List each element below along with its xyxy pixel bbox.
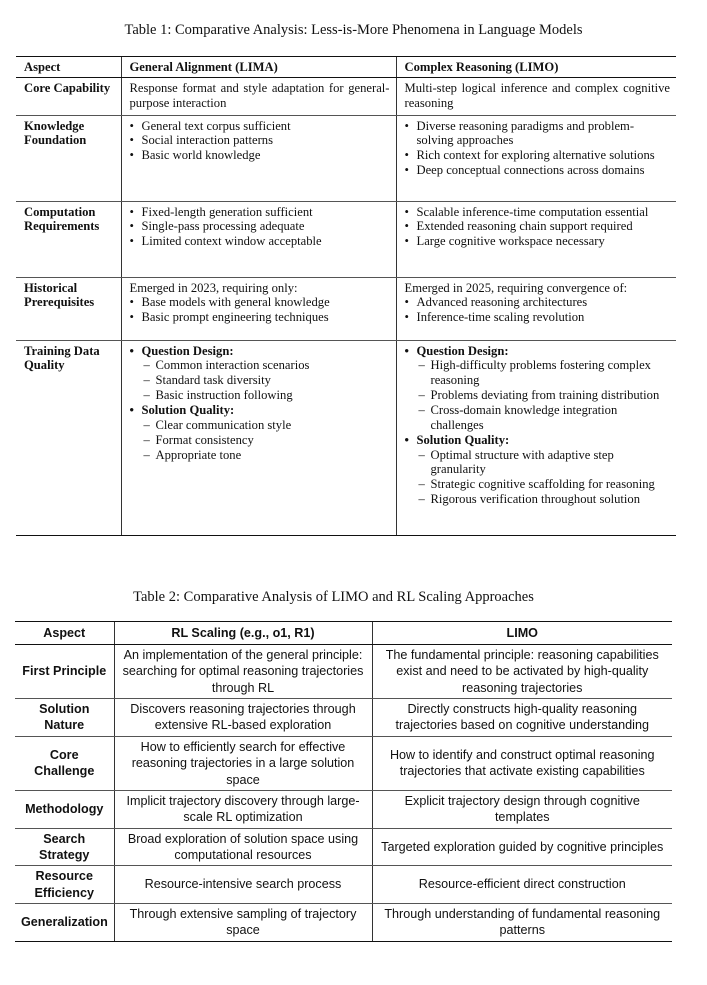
list-item: • Single-pass processing adequate: [130, 219, 390, 234]
table-row: [15, 699, 672, 737]
row-aspect-knowledge-foundation: Knowledge Foundation: [16, 115, 121, 201]
bullet-list: [130, 344, 390, 463]
cell-limo-knowledge-foundation: [396, 115, 676, 201]
cell-limo-historical: [396, 277, 676, 340]
cell-limo: Directly constructs high-quality reasoning trajectories based on cognitive understanding: [372, 699, 672, 737]
cell-limo-training-data: [396, 340, 676, 535]
cell-limo: Resource-efficient direct construction: [372, 866, 672, 904]
table2-header-rl: RL Scaling (e.g., o1, R1): [114, 622, 372, 645]
row-aspect-training-data: Training Data Quality: [16, 340, 121, 535]
list-item: • Extended reasoning chain support required: [405, 219, 671, 234]
list-item: • Limited context window acceptable: [130, 234, 390, 249]
cell-lima-historical: [121, 277, 396, 340]
list-item: • Deep conceptual connections across domains: [405, 163, 671, 178]
table1-caption: Table 1: Comparative Analysis: Less-is-More Phenomena in Language Models: [124, 22, 583, 38]
historical-intro: Emerged in 2023, requiring only:: [129, 280, 298, 295]
list-item: • Large cognitive workspace necessary: [405, 234, 671, 249]
list-item: • Diverse reasoning paradigms and problem-solving approaches: [405, 119, 671, 149]
cell-rl: Resource-intensive search process: [114, 866, 372, 904]
table1-header-aspect: Aspect: [16, 57, 121, 78]
cell-limo: The fundamental principle: reasoning capabilities exist and need to be activated by high-quality reasoning trajectories: [372, 645, 672, 699]
cell-rl: Discovers reasoning trajectories through extensive RL-based exploration: [114, 699, 372, 737]
cell-lima-knowledge-foundation: [121, 115, 396, 201]
list-item: – Basic instruction following: [130, 388, 390, 403]
list-item: • Base models with general knowledge: [130, 295, 390, 310]
row-aspect: Methodology: [15, 790, 114, 828]
row-aspect-computation: Computation Requirements: [16, 201, 121, 277]
table-row: [15, 645, 672, 699]
list-item: – Format consistency: [130, 433, 390, 448]
row-aspect: Resource Efficiency: [15, 866, 114, 904]
cell-limo-computation: [396, 201, 676, 277]
cell-rl: Implicit trajectory discovery through large-scale RL optimization: [114, 790, 372, 828]
table2-header-aspect: Aspect: [15, 622, 114, 645]
list-item: – Optimal structure with adaptive step granularity: [405, 448, 671, 478]
cell-lima-computation: [121, 201, 396, 277]
list-item: – Rigorous verification throughout solution: [405, 492, 671, 507]
row-aspect-historical: Historical Prerequisites: [16, 277, 121, 340]
list-heading-question-design: • Question Design:: [130, 344, 390, 359]
row-aspect: Search Strategy: [15, 828, 114, 866]
list-item: – Standard task diversity: [130, 373, 390, 388]
bullet-list: [405, 295, 671, 325]
bullet-list: [405, 119, 671, 178]
row-aspect-core-capability: Core Capability: [16, 77, 121, 115]
cell-rl: Through extensive sampling of trajectory space: [114, 904, 372, 942]
list-item: – Common interaction scenarios: [130, 358, 390, 373]
list-item: • General text corpus sufficient: [130, 119, 390, 134]
bullet-list: [405, 344, 671, 507]
table2-header-row: [15, 622, 672, 645]
row-aspect: First Principle: [15, 645, 114, 699]
list-item: – Appropriate tone: [130, 448, 390, 463]
bullet-list: [130, 119, 390, 164]
table-row: [15, 790, 672, 828]
list-item: – Cross-domain knowledge integration challenges: [405, 403, 671, 433]
table2-header-limo: LIMO: [372, 622, 672, 645]
list-item: • Rich context for exploring alternative solutions: [405, 148, 671, 163]
table-row: [15, 736, 672, 790]
cell-lima-core-capability: Response format and style adaptation for general-purpose interaction: [121, 77, 396, 115]
list-item: • Fixed-length generation sufficient: [130, 205, 390, 220]
cell-limo-core-capability: Multi-step logical inference and complex cognitive reasoning: [396, 77, 676, 115]
table-row: [16, 115, 676, 201]
table-row: [16, 277, 676, 340]
table2: [15, 621, 672, 942]
cell-rl: An implementation of the general principle: searching for optimal reasoning trajectories through RL: [114, 645, 372, 699]
list-heading-question-design: • Question Design:: [405, 344, 671, 359]
list-heading-solution-quality: • Solution Quality:: [130, 403, 390, 418]
bullet-list: [130, 295, 390, 325]
cell-limo: Explicit trajectory design through cognitive templates: [372, 790, 672, 828]
table1-header-limo: Complex Reasoning (LIMO): [396, 57, 676, 78]
list-item: • Scalable inference-time computation essential: [405, 205, 671, 220]
table1-header-lima: General Alignment (LIMA): [121, 57, 396, 78]
list-item: • Social interaction patterns: [130, 133, 390, 148]
table-row: [15, 904, 672, 942]
list-item: • Basic prompt engineering techniques: [130, 310, 390, 325]
list-item: • Inference-time scaling revolution: [405, 310, 671, 325]
cell-limo: Through understanding of fundamental reasoning patterns: [372, 904, 672, 942]
table-row: [16, 201, 676, 277]
list-item: – Strategic cognitive scaffolding for reasoning: [405, 477, 671, 492]
row-aspect: Core Challenge: [15, 736, 114, 790]
list-item: – High-difficulty problems fostering complex reasoning: [405, 358, 671, 388]
row-aspect: Solution Nature: [15, 699, 114, 737]
table-row: [15, 828, 672, 866]
cell-limo: Targeted exploration guided by cognitive principles: [372, 828, 672, 866]
list-item: – Clear communication style: [130, 418, 390, 433]
row-aspect: Generalization: [15, 904, 114, 942]
list-item: • Basic world knowledge: [130, 148, 390, 163]
cell-rl: Broad exploration of solution space using computational resources: [114, 828, 372, 866]
bullet-list: [130, 205, 390, 250]
table-row: [15, 866, 672, 904]
list-item: • Advanced reasoning architectures: [405, 295, 671, 310]
list-item: – Problems deviating from training distribution: [405, 388, 671, 403]
bullet-list: [405, 205, 671, 250]
cell-rl: How to efficiently search for effective reasoning trajectories in a large solution space: [114, 736, 372, 790]
cell-lima-training-data: [121, 340, 396, 535]
table2-caption: Table 2: Comparative Analysis of LIMO and RL Scaling Approaches: [133, 589, 534, 605]
table1: [16, 56, 676, 536]
historical-intro: Emerged in 2025, requiring convergence of:: [404, 280, 628, 295]
table1-header-row: [16, 57, 676, 78]
list-heading-solution-quality: • Solution Quality:: [405, 433, 671, 448]
cell-limo: How to identify and construct optimal reasoning trajectories that activate existing capabilities: [372, 736, 672, 790]
table-row: [16, 77, 676, 115]
table-row: [16, 340, 676, 535]
